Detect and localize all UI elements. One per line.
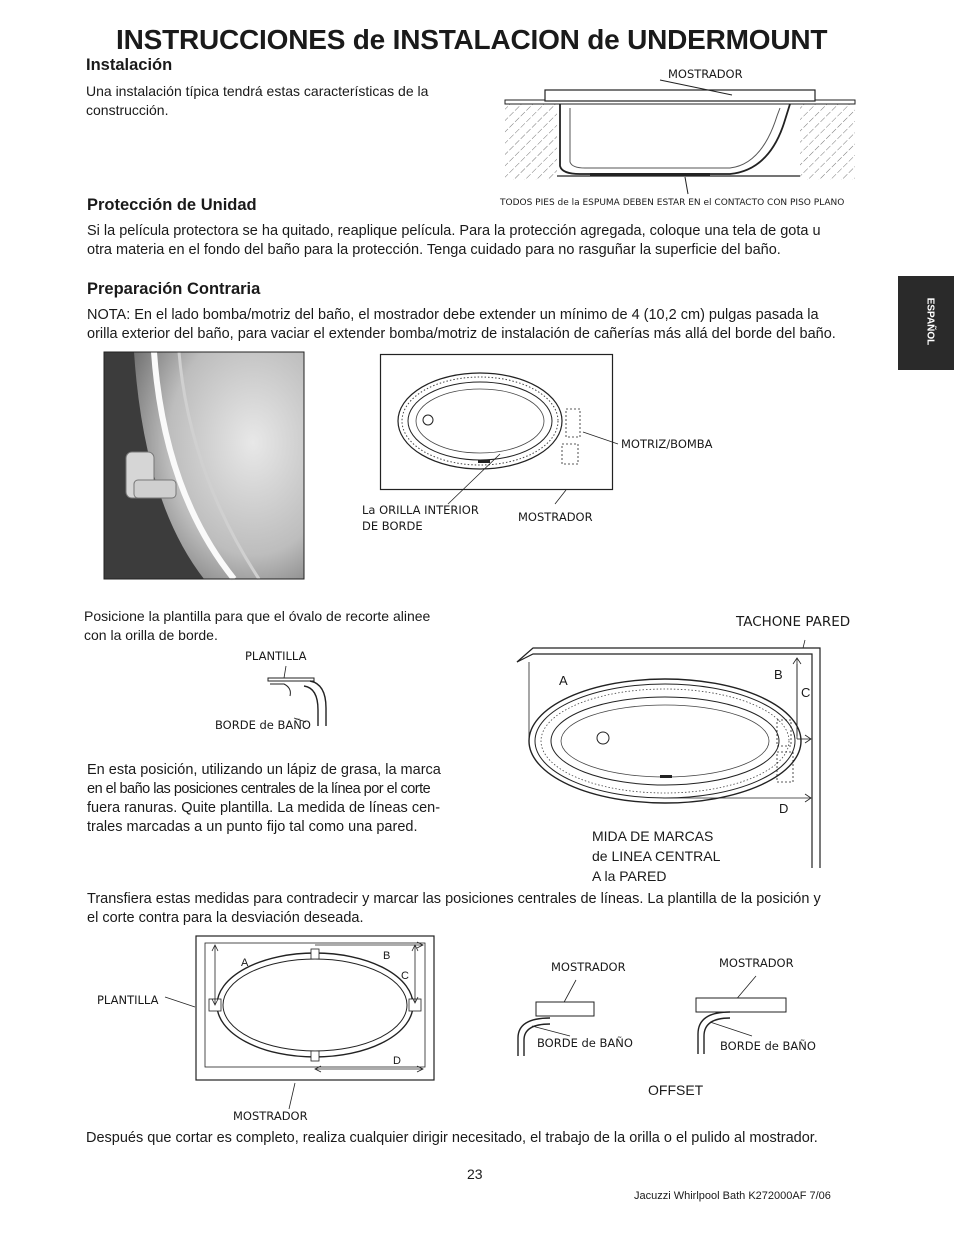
instalacion-text-1: Una instalación típica tendrá estas características de la: [86, 83, 429, 99]
label-mostrador-topview: MOSTRADOR: [518, 510, 593, 524]
label-plantilla-detail: PLANTILLA: [245, 649, 307, 663]
mida-line-1: MIDA DE MARCAS: [592, 828, 714, 844]
page-title: INSTRUCCIONES de INSTALACION de UNDERMOUNT: [116, 24, 828, 55]
esta-posicion-text-1: En esta posición, utilizando un lápiz de grasa, la marca: [87, 762, 441, 778]
esta-posicion-text-4: trales marcadas a un punto fijo tal como una pared.: [87, 819, 418, 835]
mida-line-2: de LINEA CENTRAL: [592, 848, 721, 864]
transfiera-text-1: Transfiera estas medidas para contradecir y marcar las posiciones centrales de líneas. La plantilla de la posición y: [87, 891, 821, 907]
heading-proteccion: Protección de Unidad: [87, 196, 257, 214]
label-todos-pies: TODOS PIES de la ESPUMA DEBEN ESTAR EN el CONTACTO CON PISO PLANO: [500, 198, 845, 208]
label-orilla-1: La ORILLA INTERIOR: [362, 503, 479, 517]
offset-mostrador-1: MOSTRADOR: [551, 960, 626, 974]
label-mostrador-layout: MOSTRADOR: [233, 1109, 308, 1123]
label-plantilla-layout: PLANTILLA: [97, 993, 159, 1007]
proteccion-text-2: otra materia en el fondo del baño para la protección. Tenga cuidado para no rasguñar la superficie del baño.: [87, 242, 781, 258]
label-borde-detail: BORDE de BAÑO: [215, 718, 311, 732]
heading-preparacion: Preparación Contraria: [87, 280, 261, 298]
offset-borde-1: BORDE de BAÑO: [537, 1036, 633, 1050]
label-orilla-2: DE BORDE: [362, 519, 423, 533]
language-tab-label: ESPAÑOL: [924, 297, 936, 346]
posicione-text-1: Posicione la plantilla para que el óvalo de recorte alinee: [84, 608, 431, 624]
offset-mostrador-2: MOSTRADOR: [719, 956, 794, 970]
tub-photo: [104, 352, 304, 579]
label-motriz-bomba: MOTRIZ/BOMBA: [621, 437, 713, 451]
top-view-leaders: [440, 430, 640, 510]
plantilla-label-b: B: [383, 950, 391, 962]
heading-instalacion: Instalación: [86, 56, 173, 74]
wall-label-b: B: [774, 667, 783, 682]
transfiera-text-2: el corte contra para la desviación deseada.: [87, 910, 364, 926]
esta-posicion-text-3: fuera ranuras. Quite plantilla. La medida de líneas cen-: [87, 800, 441, 816]
wall-label-c: C: [801, 685, 811, 700]
page-number: 23: [467, 1166, 483, 1182]
document-reference: Jacuzzi Whirlpool Bath K272000AF 7/06: [634, 1190, 831, 1202]
mida-line-3: A la PARED: [592, 868, 667, 884]
instalacion-text-2: construcción.: [86, 102, 169, 118]
plantilla-label-c: C: [401, 970, 409, 982]
language-tab: [898, 276, 954, 370]
proteccion-text-1: Si la película protectora se ha quitado, reaplique película. Para la protección agregada, coloque una tela de gota u: [87, 223, 821, 239]
despues-text: Después que cortar es completo, realiza cualquier dirigir necesitado, el trabajo de la orilla o el pulido al mostrador.: [86, 1130, 818, 1146]
plantilla-label-a: A: [241, 957, 249, 969]
posicione-text-2: con la orilla de borde.: [84, 627, 218, 643]
preparacion-text-1: NOTA: En el lado bomba/motriz del baño, el mostrador debe extender un mínimo de 4 (10,2 cm) pulgas pasada la: [87, 307, 819, 323]
offset-borde-2: BORDE de BAÑO: [720, 1039, 816, 1053]
wall-label-d: D: [779, 801, 789, 816]
esta-posicion-text-2: en el baño las posiciones centrales de la línea por el corte: [87, 781, 431, 797]
installation-diagram: [500, 80, 865, 200]
label-tachone-pared: TACHONE PARED: [736, 614, 851, 630]
preparacion-text-2: orilla exterior del baño, para vaciar el extender bomba/motriz de instalación de cañerías más allá del borde del baño.: [87, 326, 836, 342]
offset-label: OFFSET: [648, 1082, 704, 1098]
wall-label-a: A: [559, 673, 568, 688]
label-mostrador-top: MOSTRADOR: [668, 67, 743, 81]
plantilla-label-d: D: [393, 1055, 401, 1067]
